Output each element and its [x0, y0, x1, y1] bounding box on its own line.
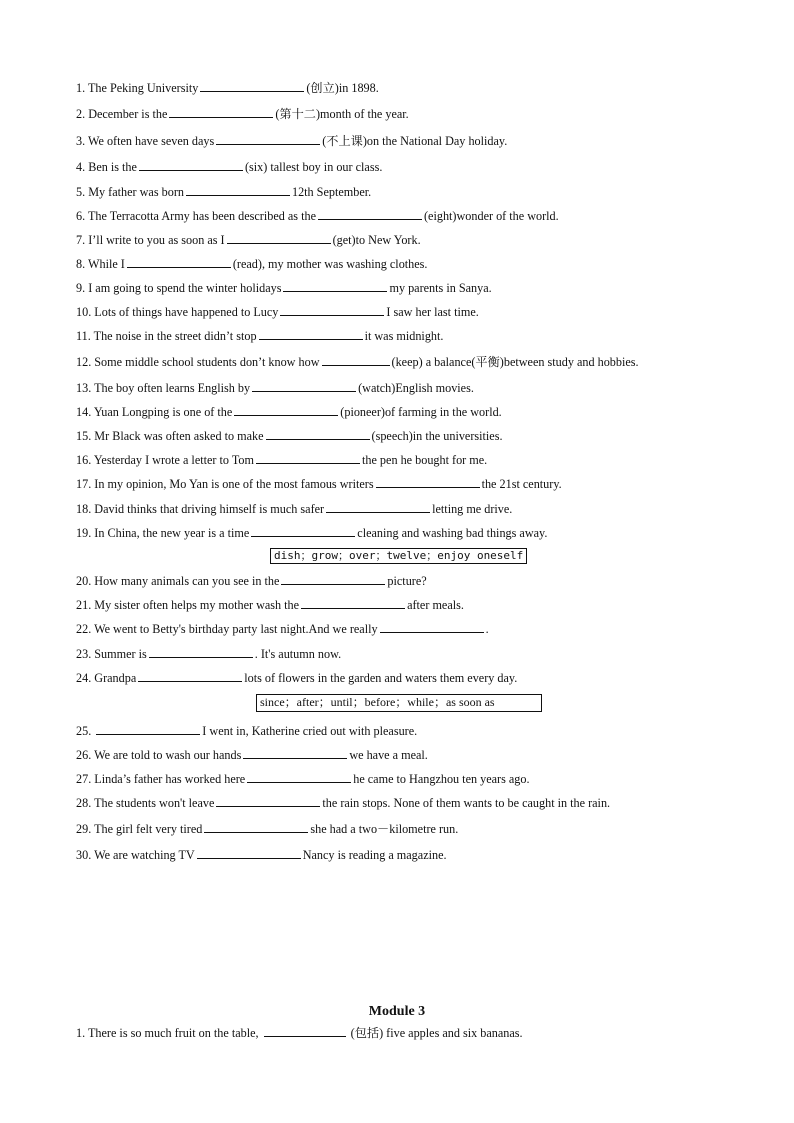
question-text-before: The boy often learns English by — [94, 381, 251, 395]
question-number: 23. — [76, 647, 92, 661]
answer-blank[interactable] — [138, 669, 242, 682]
question-text-after: (watch)English movies. — [358, 381, 474, 395]
question-11 — [76, 327, 443, 344]
question-text-before: Mr Black was often asked to make — [94, 429, 264, 443]
question-number: 1. — [76, 81, 86, 95]
question-8 — [76, 255, 427, 272]
answer-blank[interactable] — [186, 183, 290, 196]
question-text-before: The noise in the street didn’t stop — [93, 329, 257, 343]
question-3 — [76, 132, 507, 149]
question-number: 6. — [76, 209, 86, 223]
question-25 — [76, 722, 417, 739]
answer-blank[interactable] — [149, 645, 253, 658]
answer-blank[interactable] — [318, 207, 422, 220]
question-text-before: There is so much fruit on the table, — [87, 1026, 259, 1040]
question-text-before: We went to Betty's birthday party last night.And we really — [94, 622, 378, 636]
question-number: 7. — [76, 233, 86, 247]
question-text-before: My father was born — [88, 185, 184, 199]
question-number: 14. — [76, 405, 92, 419]
answer-blank[interactable] — [266, 427, 370, 440]
question-28 — [76, 794, 610, 811]
question-text-after: (six) tallest boy in our class. — [244, 160, 383, 174]
question-number: 8. — [76, 257, 86, 271]
answer-blank[interactable] — [234, 403, 338, 416]
question-text-after: we have a meal. — [349, 748, 428, 762]
question-number: 25. — [76, 724, 92, 738]
question-22 — [76, 620, 489, 637]
answer-blank[interactable] — [376, 475, 480, 488]
question-text-before: The students won't leave — [94, 796, 215, 810]
answer-blank[interactable] — [259, 327, 363, 340]
question-number: 15. — [76, 429, 92, 443]
answer-blank[interactable] — [283, 279, 387, 292]
question-number: 18. — [76, 502, 92, 516]
question-26 — [76, 746, 428, 763]
question-text-before: How many animals can you see in the — [94, 574, 280, 588]
question-text-before: David thinks that driving himself is much safer — [94, 502, 325, 516]
question-4 — [76, 158, 382, 175]
question-text-after: (包括) five apples and six bananas. — [350, 1026, 523, 1040]
question-17 — [76, 475, 562, 492]
question-29 — [76, 820, 458, 837]
answer-blank[interactable] — [301, 596, 405, 609]
answer-blank[interactable] — [380, 620, 484, 633]
question-number: 13. — [76, 381, 92, 395]
question-text-before: While I — [87, 257, 125, 271]
question-text-after: he came to Hangzhou ten years ago. — [353, 772, 530, 786]
question-text-before: I am going to spend the winter holidays — [88, 281, 282, 295]
question-text-after: (eight)wonder of the world. — [424, 209, 559, 223]
question-text-before: Lots of things have happened to Lucy — [94, 305, 279, 319]
question-text-after: (第十二)month of the year. — [275, 107, 409, 121]
question-23 — [76, 645, 341, 662]
question-text-after: picture? — [387, 574, 427, 588]
question-text-before: In China, the new year is a time — [94, 526, 250, 540]
question-text-before: Linda’s father has worked here — [94, 772, 246, 786]
answer-blank[interactable] — [200, 79, 304, 92]
answer-blank[interactable] — [281, 572, 385, 585]
question-text-after: (不上课)on the National Day holiday. — [322, 134, 508, 148]
question-text-after: (speech)in the universities. — [371, 429, 503, 443]
question-20 — [76, 572, 427, 589]
question-15 — [76, 427, 503, 444]
question-text-before: The Peking University — [87, 81, 199, 95]
question-number: 5. — [76, 185, 86, 199]
question-text-before: I’ll write to you as soon as I — [88, 233, 225, 247]
question-7 — [76, 231, 421, 248]
question-text-after: (keep) a balance(平衡)between study and hobbies. — [391, 355, 639, 369]
question-text-after: I went in, Katherine cried out with pleasure. — [202, 724, 418, 738]
question-21 — [76, 596, 464, 613]
question-text-before: Ben is the — [88, 160, 137, 174]
question-text-after: cleaning and washing bad things away. — [357, 526, 548, 540]
question-number: 12. — [76, 355, 92, 369]
question-number: 17. — [76, 477, 92, 491]
question-9 — [76, 279, 492, 296]
question-number: 22. — [76, 622, 92, 636]
answer-blank[interactable] — [252, 379, 356, 392]
question-text-before: The girl felt very tired — [94, 822, 203, 836]
question-text-after: (创立)in 1898. — [306, 81, 379, 95]
question-5 — [76, 183, 371, 200]
question-number: 9. — [76, 281, 86, 295]
question-text-after: the 21st century. — [481, 477, 562, 491]
question-number: 4. — [76, 160, 86, 174]
question-text-before: My sister often helps my mother wash the — [94, 598, 300, 612]
answer-blank[interactable] — [216, 132, 320, 145]
answer-blank[interactable] — [243, 746, 347, 759]
question-text-after: . It's autumn now. — [254, 647, 342, 661]
question-number: 16. — [76, 453, 92, 467]
question-2 — [76, 105, 409, 122]
question-text-after: after meals. — [407, 598, 464, 612]
question-number: 24. — [76, 671, 92, 685]
question-6 — [76, 207, 559, 224]
word-box-1: dish；grow；over；twelve；enjoy oneself — [270, 548, 527, 564]
question-text-after: the pen he bought for me. — [362, 453, 488, 467]
answer-blank[interactable] — [139, 158, 243, 171]
answer-blank[interactable] — [264, 1024, 346, 1037]
answer-blank[interactable] — [256, 451, 360, 464]
question-19 — [76, 524, 547, 541]
question-18 — [76, 500, 512, 517]
module-heading: Module 3 — [368, 1004, 426, 1019]
answer-blank[interactable] — [251, 524, 355, 537]
question-12 — [76, 353, 639, 370]
question-number: 28. — [76, 796, 92, 810]
question-number: 26. — [76, 748, 92, 762]
question-number: 20. — [76, 574, 92, 588]
question-text-before: Grandpa — [94, 671, 137, 685]
question-number: 2. — [76, 107, 86, 121]
answer-blank[interactable] — [204, 820, 308, 833]
answer-blank[interactable] — [247, 770, 351, 783]
question-text-before: In my opinion, Mo Yan is one of the most famous writers — [94, 477, 374, 491]
word-box-2: since；after；until；before；while；as soon as — [256, 694, 542, 712]
question-text-after: . — [485, 622, 489, 636]
question-text-after: lots of flowers in the garden and waters them every day. — [244, 671, 518, 685]
question-text-before: We often have seven days — [87, 134, 215, 148]
answer-blank[interactable] — [127, 255, 231, 268]
question-1 — [76, 79, 379, 96]
question-number: 30. — [76, 848, 92, 862]
answer-blank[interactable] — [169, 105, 273, 118]
question-number: 3. — [76, 134, 86, 148]
question-text-after: Nancy is reading a magazine. — [302, 848, 447, 862]
question-text-before: Yesterday I wrote a letter to Tom — [93, 453, 254, 467]
question-number: 21. — [76, 598, 92, 612]
question-text-after: she had a two－kilometre run. — [310, 822, 459, 836]
question-number: 29. — [76, 822, 92, 836]
question-14 — [76, 403, 502, 420]
question-13 — [76, 379, 474, 396]
question-text-before: We are told to wash our hands — [94, 748, 242, 762]
answer-blank[interactable] — [216, 794, 320, 807]
question-text-after: I saw her last time. — [386, 305, 479, 319]
question-text-after: (get)to New York. — [332, 233, 421, 247]
answer-blank[interactable] — [322, 353, 390, 366]
question-text-before: We are watching TV — [94, 848, 195, 862]
module-question-1 — [76, 1024, 523, 1041]
question-text-before: Summer is — [94, 647, 147, 661]
question-text-after: letting me drive. — [432, 502, 513, 516]
question-number: 1. — [76, 1026, 86, 1040]
question-number: 10. — [76, 305, 92, 319]
question-number: 27. — [76, 772, 92, 786]
question-text-after: (read), my mother was washing clothes. — [232, 257, 428, 271]
question-text-before: The Terracotta Army has been described as the — [87, 209, 316, 223]
question-text-after: 12th September. — [291, 185, 372, 199]
question-16 — [76, 451, 487, 468]
question-27 — [76, 770, 530, 787]
question-text-after: the rain stops. None of them wants to be caught in the rain. — [322, 796, 611, 810]
question-text-before: Yuan Longping is one of the — [93, 405, 233, 419]
answer-blank[interactable] — [326, 500, 430, 513]
question-text-after: my parents in Sanya. — [389, 281, 492, 295]
question-number: 19. — [76, 526, 92, 540]
question-text-after: it was midnight. — [364, 329, 444, 343]
question-text-before: Some middle school students don’t know how — [94, 355, 320, 369]
answer-blank[interactable] — [96, 722, 200, 735]
answer-blank[interactable] — [280, 303, 384, 316]
answer-blank[interactable] — [227, 231, 331, 244]
answer-blank[interactable] — [197, 846, 301, 859]
question-text-before: December is the — [88, 107, 168, 121]
question-text-after: (pioneer)of farming in the world. — [340, 405, 502, 419]
question-number: 11. — [76, 329, 91, 343]
question-24 — [76, 669, 517, 686]
question-10 — [76, 303, 479, 320]
question-30 — [76, 846, 447, 863]
